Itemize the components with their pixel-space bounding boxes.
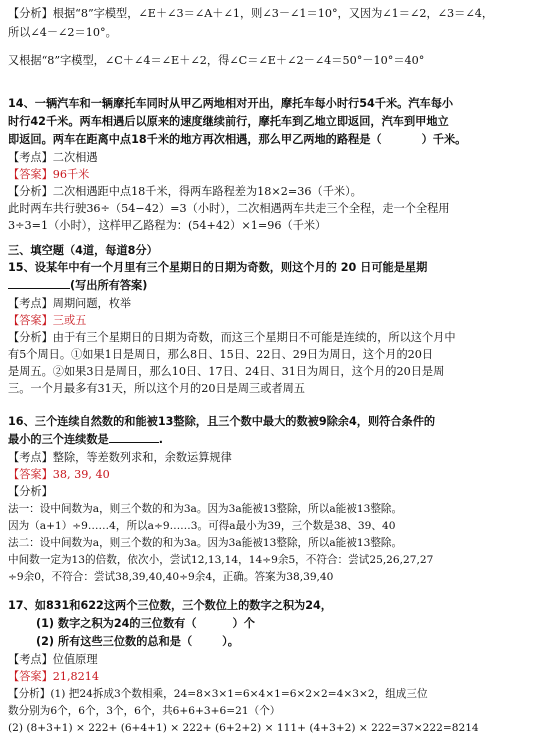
question-15-text-part: (写出所有答案) (70, 279, 148, 292)
analysis-line: 此时两车共行驶36÷（54−42）=3（小时），二次相遇两车共走三个全程，走一个全程用 (8, 202, 450, 215)
analysis-line: 数分别为6个，6个，3个，6个，共6+6+3+6=21（个） (8, 705, 281, 717)
question-17-sub1-part: ）个 (232, 617, 255, 630)
answer-line: 【答案】96千米 (8, 168, 90, 181)
analysis-line: 又根据“8”字模型，∠C＋∠4＝∠E＋∠2，得∠C＝∠E＋∠2－∠4＝50°－10°＝40° (8, 54, 425, 67)
kaodian-line: 【考点】周期问题，枚举 (8, 297, 132, 310)
question-17-sub1 (36, 616, 543, 632)
analysis-line: 【分析】由于有三个星期日的日期为奇数，而这三个星期日不可能是连续的，所以这个月中 (8, 331, 456, 344)
question-17-sub2-part: ）。 (222, 635, 239, 648)
kaodian-line: 【考点】二次相遇 (8, 151, 98, 164)
question-17-sub2-part: (2) 所有这些三位数的总和是（ (36, 635, 193, 648)
analysis-line: 所以∠4－∠2＝10°。 (8, 26, 117, 39)
question-17-text: 17、如831和622这两个三位数，三个数位上的数字之积为24， (8, 599, 332, 612)
question-14-text (8, 132, 543, 148)
question-17-sub1-part: (1) 数字之积为24的三位数有（ (36, 617, 197, 630)
question-14-text: 时行42千米。两车相遇后以原来的速度继续前行，摩托车到乙地立即返回，汽车到甲地立 (8, 115, 449, 128)
answer-line: 【答案】三或五 (8, 314, 87, 327)
kaodian-line: 【考点】整除，等差数列求和，余数运算规律 (8, 451, 232, 464)
analysis-line: 法二：设中间数为a，则三个数的和为3a。因为3a能被13整除，所以a能被13整除。 (8, 537, 403, 549)
question-16-text-part: 最小的三个连续数是 (8, 433, 109, 446)
analysis-line: 【分析】(1) 把24拆成3个数相乘，24=8×3×1=6×4×1=6×2×2=4×3×2，组成三位 (8, 688, 428, 700)
analysis-line: 因为（a+1）÷9……4，所以a÷9……3。可得a最小为39，三个数是38、39、40 (8, 520, 396, 532)
kaodian-line: 【考点】位值原理 (8, 653, 98, 666)
analysis-line: 三。一个月最多有31天，所以这个月的20日是周三或者周五 (8, 382, 305, 395)
question-16-text: 16、三个连续自然数的和能被13整除，且三个数中最大的数被9除余4，则符合条件的 (8, 415, 436, 428)
analysis-line: 3÷3=1（小时），这样甲乙路程为：(54+42）×1=96（千米） (8, 219, 327, 232)
answer-blank (8, 288, 70, 289)
answer-blank (109, 442, 159, 443)
analysis-line: 有5个周日。①如果1日是周日，那么8日、15日、22日、29日为周日，这个月的20日 (8, 348, 434, 361)
answer-line: 【答案】38, 39, 40 (8, 468, 110, 481)
section-heading: 三、填空题（4道，每道8分） (8, 244, 158, 257)
question-14-text-part: ）千米。 (421, 133, 467, 146)
answer-line: 【答案】21,8214 (8, 670, 100, 683)
question-17-sub2 (36, 634, 543, 650)
question-14-text: 14、一辆汽车和一辆摩托车同时从甲乙两地相对开出，摩托车每小时行54千米。汽车每小 (8, 97, 454, 110)
analysis-line: 【分析】 (8, 485, 53, 498)
analysis-line: 是周五。②如果3日是周日，那么10日、17日、24日、31日为周日，这个月的20日是周 (8, 365, 445, 378)
analysis-line: 【分析】根据“8”字模型，∠E＋∠3＝∠A＋∠1，则∠3－∠1＝10°，又因为∠1＝∠2，∠3＝∠4， (8, 7, 494, 20)
analysis-line: (2) (8+3+1) × 222+ (6+4+1) × 222+ (6+2+2) × 111+ (4+3+2) × 222=37×222=8214 (8, 722, 479, 734)
question-14-text-part: 即返回。两车在距离中点18千米的地方再次相遇，那么甲乙两地的路程是（ (8, 133, 382, 146)
analysis-line: ÷9余0，不符合：尝试38,39,40,40÷9余4，正确。答案为38,39,40 (8, 571, 334, 583)
analysis-line: 【分析】二次相遇距中点18千米，得两车路程差为18×2=36（千米）。 (8, 185, 362, 198)
question-15-text: 15、设某年中有一个月里有三个星期日的日期为奇数，则这个月的 20 日可能是星期 (8, 261, 428, 274)
analysis-line: 法一：设中间数为a，则三个数的和为3a。因为3a能被13整除，所以a能被13整除。 (8, 503, 403, 515)
question-16-text: 最小的三个连续数是 . (8, 433, 163, 446)
question-15-text (8, 278, 543, 294)
analysis-line: 中间数一定为13的倍数，依次小，尝试12,13,14，14÷9余5，不符合：尝试25,26,27,27 (8, 554, 434, 566)
